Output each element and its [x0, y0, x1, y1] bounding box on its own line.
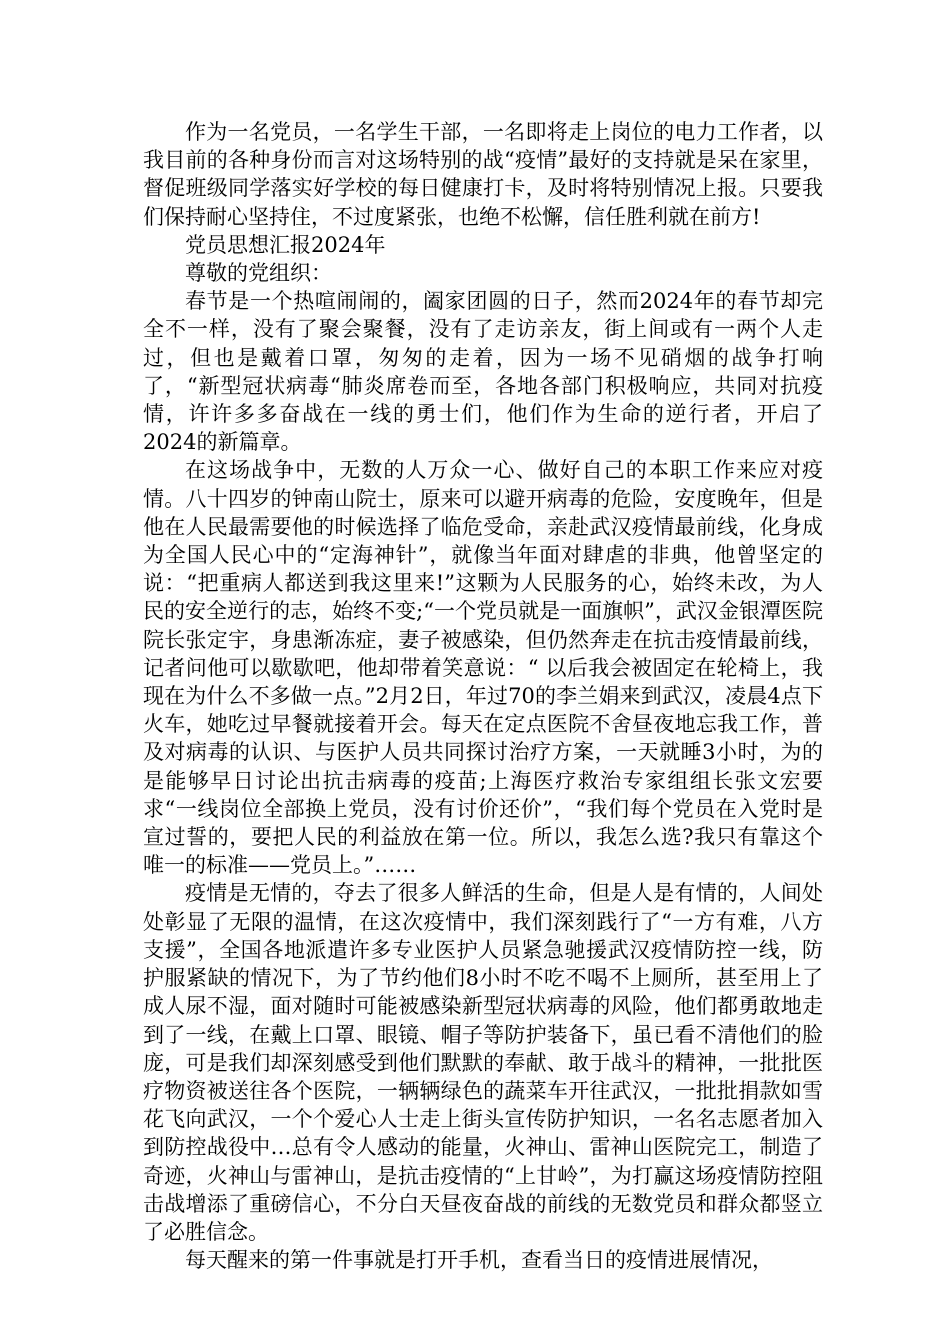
salutation: 尊敬的党组织： [185, 261, 332, 286]
paragraph-daily-routine: 每天醒来的第一件事就是打开手机，查看当日的疫情进展情况， [185, 1248, 773, 1273]
paragraph-support-statement: 作为一名党员，一名学生干部，一名即将走上岗位的电力工作者，以我目前的各种身份而言对这场特别的战“疫情”最好的支持就是呆在家里，督促班级同学落实好学校的每日健康打卡，及时将特别情况上报。只要我们保持耐心坚持住，不过度紧张，也绝不松懈，信任胜利就在前方! [143, 120, 823, 229]
document-body [143, 118, 823, 1274]
paragraph-national-support: 疫情是无情的，夺去了很多人鲜活的生命，但是人是有情的，人间处处彰显了无限的温情，在这次疫情中，我们深刻践行了“一方有难，八方支援”，全国各地派遣许多专业医护人员紧急驰援武汉疫情防控一线，防护服紧缺的情况下，为了节约他们8小时不吃不喝不上厕所，甚至用上了成人尿不湿，面对随时可能被感染新型冠状病毒的风险，他们都勇敢地走到了一线，在戴上口罩、眼镜、帽子等防护装备下，虽已看不清他们的脸庞，可是我们却深刻感受到他们默默的奉献、敢于战斗的精神，一批批医疗物资被送往各个医院，一辆辆绿色的蔬菜车开往武汉，一批批捐款如雪花飞向武汉，一个个爱心人士走上街头宣传防护知识，一名名志愿者加入到防控战役中…总有令人感动的能量，火神山、雷神山医院完工，制造了奇迹，火神山与雷神山，是抗击疫情的“上甘岭”，为打赢这场疫情防控阻击战增添了重磅信心，不分白天昼夜奋战的前线的无数党员和群众都竖立了必胜信念。 [143, 881, 823, 1244]
paragraph-spring-festival: 春节是一个热喧闹闹的，阖家团圆的日子，然而2024年的春节却完全不一样，没有了聚会聚餐，没有了走访亲友，街上间或有一两个人走过，但也是戴着口罩，匆匆的走着，因为一场不见硝烟的战争打响了，“新型冠状病毒“肺炎席卷而至，各地各部门积极响应，共同对抗疫情，许许多多奋战在一线的勇士们，他们作为生命的逆行者，开启了2024的新篇章。 [143, 289, 823, 455]
paragraph-frontline-heroes: 在这场战争中，无数的人万众一心、做好自己的本职工作来应对疫情。八十四岁的钟南山院士，原来可以避开病毒的危险，安度晚年，但是他在人民最需要他的时候选择了临危受命，亲赴武汉疫情最前线，化身成为全国人民心中的“定海神针”，就像当年面对肆虐的非典，他曾坚定的说：“把重病人都送到我这里来!”这颗为人民服务的心，始终未改，为人民的安全逆行的志，始终不变;“一个党员就是一面旗帜”，武汉金银潭医院院长张定宇，身患渐冻症，妻子被感染，但仍然奔走在抗击疫情最前线，记者问他可以歇歇吧，他却带着笑意说：“ 以后我会被固定在轮椅上，我现在为什么不多做一点。”2月2日，年过70的李兰娟来到武汉，凌晨4点下火车，她吃过早餐就接着开会。每天在定点医院不舍昼夜地忘我工作，普及对病毒的认识、与医护人员共同探讨治疗方案，一天就睡3小时，为的是能够早日讨论出抗击病毒的疫苗;上海医疗救治专家组组长张文宏要求“一线岗位全部换上党员，没有讨价还价”，“我们每个党员在入党时是宣过誓的，要把人民的利益放在第一位。所以，我怎么选?我只有靠这个唯一的标准——党员上。”…… [143, 458, 823, 878]
report-heading: 党员思想汇报2024年 [185, 232, 386, 257]
